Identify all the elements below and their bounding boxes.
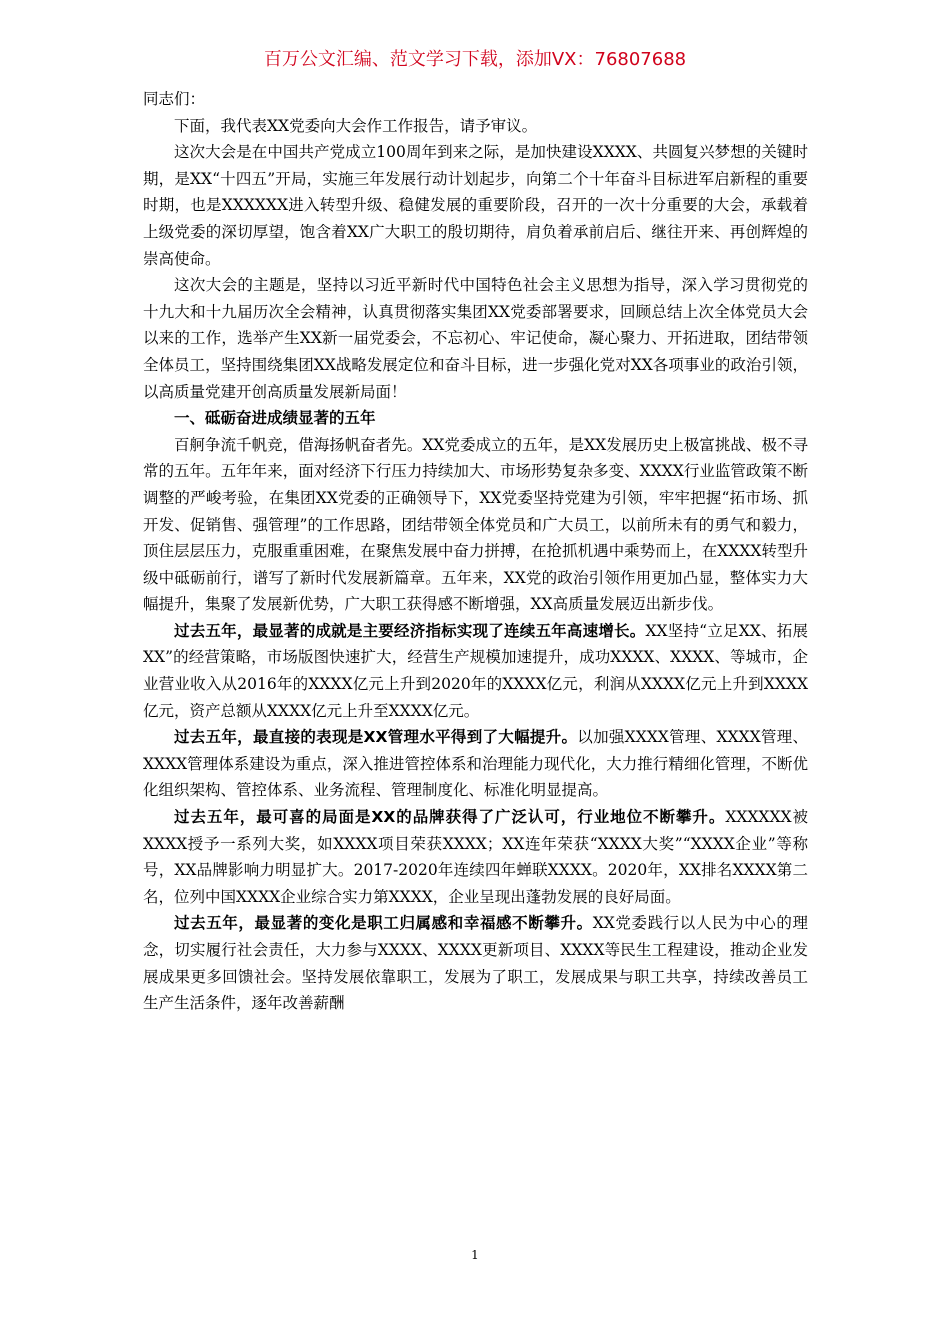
- achievement-paragraph: [143, 724, 808, 804]
- paragraph: 这次大会是在中国共产党成立100周年到来之际，是加快建设XXXX、共圆复兴梦想的关键时期，是XX“十四五”开局，实施三年发展行动计划起步，向第二个十年奋斗目标进军启新程的重要时期，也是XXXXXX进入转型升级、稳健发展的重要阶段，召开的一次十分重要的大会，承载着上级党委的深切厚望，饱含着XX广大职工的殷切期待，肩负着承前启后、继往开来、再创辉煌的崇高使命。: [143, 143, 808, 268]
- paragraph: 这次大会的主题是，坚持以习近平新时代中国特色社会主义思想为指导，深入学习贯彻党的十九大和十九届历次全会精神，认真贯彻落实集团XX党委部署要求，回顾总结上次全体党员大会以来的工作，选举产生XX新一届党委会，不忘初心、牢记使命，凝心聚力、开拓进取，团结带领全体员工，坚持围绕集团XX战略发展定位和奋斗目标，进一步强化党对XX各项事业的政治引领，以高质量党建开创高质量发展新局面！: [143, 276, 808, 401]
- achievement-text: XX坚持“立足XX、拓展XX”的经营策略，市场版图快速扩大，经营生产规模加速提升，成功XXXX、XXXX、等城市，企业营业收入从2016年的XXXX亿元上升到2020年的XXXX亿元，利润从XXXX亿元上升到XXXX亿元，资产总额从XXXX亿元上升至XXXX亿元。: [143, 621, 808, 720]
- achievement-lead: 过去五年，最显著的变化是职工归属感和幸福感不断攀升。: [174, 914, 593, 933]
- achievement-lead: 过去五年，最显著的成就是主要经济指标实现了连续五年高速增长。: [174, 621, 646, 640]
- promo-banner: 百万公文汇编、范文学习下载，添加VX：76807688: [263, 49, 687, 70]
- achievement-text: XXXXXX被XXXX授予一系列大奖，如XXXX项目荣获XXXX；XX连年荣获“XXXX大奖”“XXXX企业”等称号，XX品牌影响力明显扩大。2017-2020年连续四年蝉联XXXX。2020年，XX排名XXXX第二名，位列中国XXXX企业综合实力第XXXX，企业呈现出蓬勃发展的良好局面。: [143, 808, 808, 906]
- section-intro: 百舸争流千帆竞，借海扬帆奋者先。XX党委成立的五年，是XX发展历史上极富挑战、极不寻常的五年。五年年来，面对经济下行压力持续加大、市场形势复杂多变、XXXX行业监管政策不断调整的严峻考验，在集团XX党委的正确领导下，XX党委坚持党建为引领，牢牢把握“拓市场、抓开发、促销售、强管理”的工作思路，团结带领全体党员和广大员工，以前所未有的勇气和毅力，顶住层层压力，克服重重困难，在聚焦发展中奋力拼搏，在抢抓机遇中乘势而上，在XXXX转型升级中砥砺前行，谱写了新时代发展新篇章。五年来，XX党的政治引领作用更加凸显，整体实力大幅提升，集聚了发展新优势，广大职工获得感不断增强，XX高质量发展迈出新步伐。: [143, 435, 808, 614]
- section-heading: 一、砥砺奋进成绩显著的五年: [174, 409, 376, 428]
- achievement-lead: 过去五年，最可喜的局面是XX的品牌获得了广泛认可，行业地位不断攀升。: [174, 808, 726, 827]
- achievement-text: XX党委践行以人民为中心的理念，切实履行社会责任，大力参与XXXX、XXXX更新项目、XXXX等民生工程建设，推动企业发展成果更多回馈社会。坚持发展依靠职工，发展为了职工，发展成果与职工共享，持续改善员工生产生活条件，逐年改善薪酬: [143, 914, 808, 1013]
- achievement-lead: 过去五年，最直接的表现是XX管理水平得到了大幅提升。: [174, 728, 578, 747]
- document-body: [143, 86, 808, 1017]
- achievement-paragraph: [143, 804, 808, 910]
- achievement-paragraph: [143, 618, 808, 724]
- paragraph: 下面，我代表XX党委向大会作工作报告，请予审议。: [174, 116, 538, 135]
- page-number: 1: [471, 1248, 479, 1262]
- salutation: 同志们：: [143, 90, 206, 108]
- achievement-paragraph: [143, 910, 808, 1016]
- achievement-text: 以加强XXXX管理、XXXX管理、XXXX管理体系建设为重点，深入推进管控体系和治理能力现代化，大力推行精细化管理，不断优化组织架构、管控体系、业务流程、管理制度化、标准化明显提高。: [143, 728, 809, 800]
